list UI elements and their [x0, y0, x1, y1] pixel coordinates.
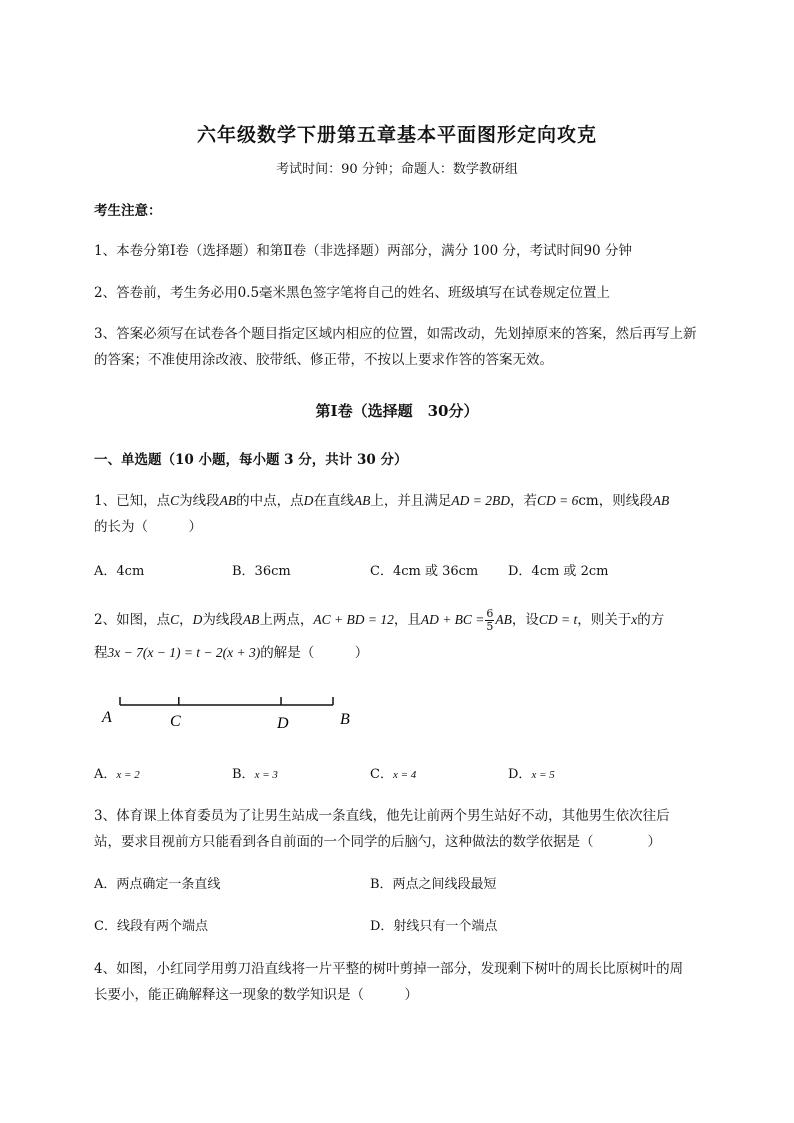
- question-3-line-2: 站，要求目视前方只能看到各自前面的一个同学的后脑勺，这种做法的数学依据是（ ）: [94, 834, 661, 850]
- page-title: 六年级数学下册第五章基本平面图形定向攻克: [196, 124, 597, 146]
- q1-var-ab: AB: [219, 493, 237, 508]
- exam-info: 考试时间：90 分钟；命题人：数学教研组: [276, 162, 518, 177]
- q1-var-ab: AB: [652, 493, 670, 508]
- q2-option-c[interactable]: [370, 764, 416, 786]
- q1-text: ，则线段: [598, 493, 653, 509]
- section-heading-single-choice: 一、单选题（10 小题，每小题 3 分，共计 30 分）: [94, 452, 408, 468]
- question-3-line-1: 3、体育课上体育委员为了让男生站成一条直线，他先让前两个男生站好不动，其他男生依次往后: [94, 808, 670, 824]
- question-2-line-2: [94, 642, 368, 664]
- part-1-title: 第Ⅰ卷（选择题 30分）: [315, 402, 479, 420]
- q1-text: 上，并且满足: [370, 493, 452, 509]
- q2-option-c-math: x = 4: [392, 769, 417, 781]
- q1-option-d[interactable]: D．4cm 或 2cm: [508, 564, 609, 579]
- q1-text: 在直线: [313, 493, 354, 509]
- q2-text: ，设: [511, 612, 539, 628]
- q2-option-b[interactable]: [232, 764, 278, 786]
- q2-option-d-math: x = 5: [531, 769, 555, 781]
- notice-item-3-line-1: 3、答案必须写在试卷各个题目指定区域内相应的位置，如需改动，先划掉原来的答案，然后再写上新: [94, 326, 697, 342]
- q2-fraction-numerator: 6: [486, 607, 494, 620]
- q2-option-d[interactable]: [508, 764, 555, 786]
- q2-fraction: [485, 608, 494, 633]
- q2-option-c-letter: C．: [370, 767, 393, 782]
- q1-equation-ad-bd: AD = 2BD: [451, 493, 510, 508]
- q2-text: 上两点，: [259, 612, 314, 628]
- q3-option-c[interactable]: C．线段有两个端点: [94, 919, 208, 934]
- q2-text: ，且: [393, 612, 421, 628]
- q1-unit: cm: [578, 493, 599, 509]
- q1-text: 1、已知，点: [94, 493, 171, 509]
- figure-label-a: A: [102, 709, 112, 726]
- q2-option-a-letter: A．: [94, 767, 117, 782]
- q1-var-c: C: [170, 493, 180, 508]
- q1-option-a[interactable]: A．4cm: [94, 564, 145, 579]
- notice-item-3-line-2: 的答案；不准使用涂改液、胶带纸、修正带，不按以上要求作答的答案无效。: [94, 352, 553, 368]
- q2-equation-main: 3x − 7(x − 1) = t − 2(x + 3): [107, 645, 261, 660]
- q2-fraction-denominator: 5: [486, 620, 494, 633]
- figure-label-c: C: [170, 713, 181, 730]
- q2-text: ，: [179, 612, 193, 628]
- question-1-line-1: [94, 490, 669, 512]
- question-4-line-2: 长要小，能正确解释这一现象的数学知识是（ ）: [94, 987, 418, 1003]
- q2-option-a[interactable]: [94, 764, 140, 786]
- q2-text: 的解是（ ）: [260, 645, 369, 661]
- figure-label-d: D: [277, 715, 289, 732]
- q2-equation-cd: CD = t: [538, 612, 578, 627]
- q3-option-b[interactable]: B．两点之间线段最短: [370, 877, 497, 892]
- question-1-line-2: 的长为（ ）: [94, 519, 202, 535]
- q2-option-b-math: x = 3: [254, 769, 278, 781]
- q2-text: 的方: [637, 612, 665, 628]
- notice-item-2: 2、答卷前，考生务必用0.5毫米黑色签字笔将自己的姓名、班级填写在试卷规定位置上: [94, 285, 611, 301]
- question-2-line-1: [94, 603, 664, 637]
- q1-equation-cd: CD = 6: [536, 493, 579, 508]
- q1-var-ab: AB: [353, 493, 371, 508]
- q3-option-a[interactable]: A．两点确定一条直线: [94, 877, 221, 892]
- q2-text: 为线段: [202, 612, 243, 628]
- q2-var-ab: AB: [495, 612, 512, 627]
- q2-text: 程: [94, 645, 108, 661]
- segment-figure: [96, 688, 366, 738]
- question-4-line-1: 4、如图，小红同学用剪刀沿直线将一片平整的树叶剪掉一部分，发现剩下树叶的周长比原树叶的周: [94, 961, 684, 977]
- q1-text: 的中点，点: [236, 493, 304, 509]
- q2-option-b-letter: B．: [232, 767, 255, 782]
- q2-text: ，则关于: [577, 612, 632, 628]
- q1-text: 为线段: [179, 493, 220, 509]
- q2-var-x: x: [631, 612, 638, 627]
- q1-option-c[interactable]: C．4cm 或 36cm: [370, 564, 479, 579]
- q1-var-d: D: [303, 493, 314, 508]
- q2-var-d: D: [192, 612, 203, 627]
- q2-text: 2、如图，点: [94, 612, 171, 628]
- q3-option-d[interactable]: D．射线只有一个端点: [370, 919, 498, 934]
- notice-heading: 考生注意：: [94, 203, 162, 219]
- q2-equation-ratio: AD + BC =: [420, 612, 485, 627]
- q2-option-d-letter: D．: [508, 767, 532, 782]
- q1-text: ，若: [509, 493, 537, 509]
- q1-option-b[interactable]: B．36cm: [232, 564, 291, 579]
- notice-item-1: 1、本卷分第Ⅰ卷（选择题）和第Ⅱ卷（非选择题）两部分，满分 100 分，考试时间90 分钟: [94, 243, 632, 259]
- q2-option-a-math: x = 2: [116, 769, 140, 781]
- q2-var-ab: AB: [242, 612, 260, 627]
- q2-equation-sum: AC + BD = 12: [313, 612, 394, 627]
- q2-var-c: C: [170, 612, 180, 627]
- figure-label-b: B: [340, 711, 350, 728]
